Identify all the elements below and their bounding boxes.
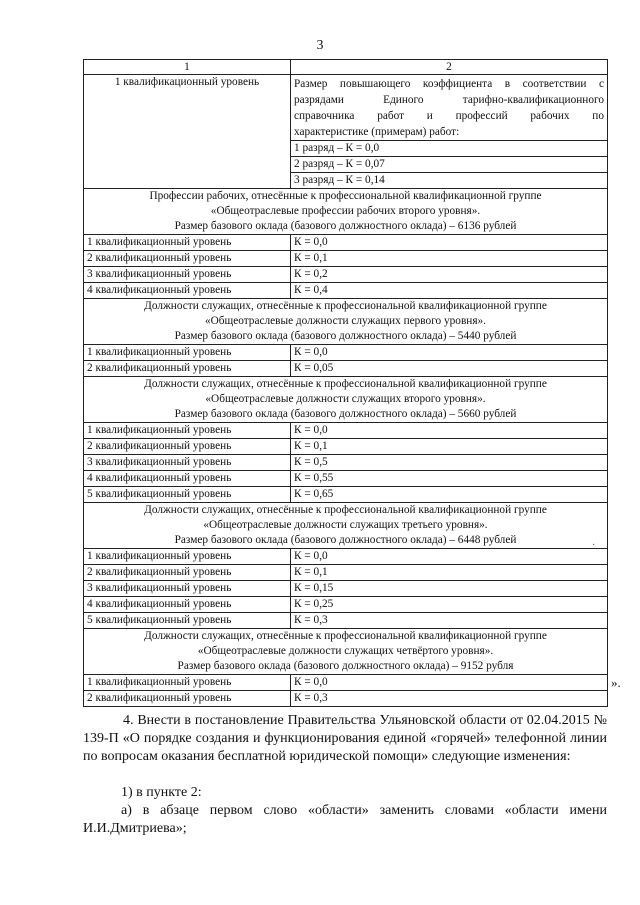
group-salary: Размер базового оклада (базового должностного оклада) – 5660 рублей xyxy=(174,408,517,420)
group-title1: Должности служащих, отнесённые к профессиональной квалификационной группе xyxy=(144,378,547,390)
coefficient: К = 0,3 xyxy=(291,613,608,629)
group-title2: «Общеотраслевые должности служащих четвёртого уровня». xyxy=(197,645,494,657)
group-salary: Размер базового оклада (базового должностного оклада) – 9152 рубля xyxy=(177,660,514,672)
qualification-level: 1 квалификационный уровень xyxy=(84,423,291,439)
group-salary: Размер базового оклада (базового должностного оклада) – 6136 рублей xyxy=(174,220,517,232)
column-header-1: 1 xyxy=(84,60,291,75)
qualification-level: 1 квалификационный уровень xyxy=(84,675,291,691)
coefficient: К = 0,05 xyxy=(291,361,608,377)
qualification-level: 4 квалификационный уровень xyxy=(84,283,291,299)
group-header xyxy=(84,299,608,345)
table-header-row xyxy=(84,60,608,75)
group-header xyxy=(84,189,608,235)
group-title1: Должности служащих, отнесённые к профессиональной квалификационной группе xyxy=(144,630,547,642)
salary-coefficient-table xyxy=(83,59,608,707)
table-row xyxy=(84,487,608,503)
coefficient: К = 0,5 xyxy=(291,455,608,471)
qualification-level: 1 квалификационный уровень xyxy=(84,345,291,361)
group-header xyxy=(84,503,608,549)
table-row xyxy=(84,691,608,707)
qualification-level: 2 квалификационный уровень xyxy=(84,361,291,377)
group-title1: Должности служащих, отнесённые к профессиональной квалификационной группе xyxy=(144,504,547,516)
qualification-level: 2 квалификационный уровень xyxy=(84,565,291,581)
qualification-level: 3 квалификационный уровень xyxy=(84,267,291,283)
qualification-level: 2 квалификационный уровень xyxy=(84,439,291,455)
item-1a: а) в абзаце первом слово «области» заменить словами «области имени И.И.Дмитриева»; xyxy=(83,803,607,836)
qualification-level: 3 квалификационный уровень xyxy=(84,455,291,471)
table-row xyxy=(84,251,608,267)
table-row xyxy=(84,613,608,629)
coefficient: К = 0,0 xyxy=(291,423,608,439)
group-header-row xyxy=(84,189,608,235)
grade-1: 1 разряд – К = 0,0 xyxy=(291,141,608,157)
table-row xyxy=(84,439,608,455)
level1-description-line: справочника работ и профессий рабочих по xyxy=(294,110,604,122)
group-header-row xyxy=(84,299,608,345)
qualification-level: 1 квалификационный уровень xyxy=(84,549,291,565)
coefficient: К = 0,0 xyxy=(291,675,608,691)
table-row xyxy=(84,581,608,597)
column-header-2: 2 xyxy=(291,60,608,75)
paragraph-4: 4. Внести в постановление Правительства Ульяновской области от 02.04.2015 № 139-П «О порядке создания и функционирования единой «горячей» телефонной линии по вопросам оказания бесплатной юридической помощи» следующие изменения: xyxy=(83,713,607,764)
table-row xyxy=(84,235,608,251)
table-row xyxy=(84,675,608,691)
group-header-row xyxy=(84,629,608,675)
scan-dot: · xyxy=(592,540,596,551)
group-title2: «Общеотраслевые профессии рабочих второго уровня». xyxy=(210,205,481,217)
grade-3: 3 разряд – К = 0,14 xyxy=(291,173,608,189)
group-header-row xyxy=(84,503,608,549)
qualification-level: 5 квалификационный уровень xyxy=(84,487,291,503)
group-header-row xyxy=(84,377,608,423)
group-header xyxy=(84,629,608,675)
table-row xyxy=(84,597,608,613)
level1-label: 1 квалификационный уровень xyxy=(84,75,291,189)
table-row xyxy=(84,267,608,283)
item-1: 1) в пункте 2: xyxy=(121,785,202,800)
qualification-level: 1 квалификационный уровень xyxy=(84,235,291,251)
coefficient: К = 0,0 xyxy=(291,345,608,361)
table-row xyxy=(84,471,608,487)
group-title1: Профессии рабочих, отнесённые к профессиональной квалификационной группе xyxy=(149,190,542,202)
qualification-level: 4 квалификационный уровень xyxy=(84,471,291,487)
group-salary: Размер базового оклада (базового должностного оклада) – 6448 рублей xyxy=(174,534,517,546)
table-row xyxy=(84,549,608,565)
table-row xyxy=(84,345,608,361)
qualification-level: 5 квалификационный уровень xyxy=(84,613,291,629)
group-header xyxy=(84,377,608,423)
coefficient: К = 0,1 xyxy=(291,565,608,581)
coefficient: К = 0,4 xyxy=(291,283,608,299)
page-number: 3 xyxy=(316,38,324,53)
group-title2: «Общеотраслевые должности служащих второго уровня». xyxy=(205,393,486,405)
table-row xyxy=(84,361,608,377)
coefficient: К = 0,65 xyxy=(291,487,608,503)
grade-2: 2 разряд – К = 0,07 xyxy=(291,157,608,173)
coefficient: К = 0,15 xyxy=(291,581,608,597)
group-title2: «Общеотраслевые должности служащих третьего уровня». xyxy=(203,519,488,531)
level1-description-line: Размер повышающего коэффициента в соответствии с xyxy=(294,78,604,90)
table-row xyxy=(84,565,608,581)
qualification-level: 2 квалификационный уровень xyxy=(84,251,291,267)
qualification-level: 3 квалификационный уровень xyxy=(84,581,291,597)
table-row xyxy=(84,423,608,439)
qualification-level: 2 квалификационный уровень xyxy=(84,691,291,707)
level1-description-line: характеристике (примерам) работ: xyxy=(294,126,460,138)
coefficient: К = 0,2 xyxy=(291,267,608,283)
level1-row xyxy=(84,75,608,141)
coefficient: К = 0,1 xyxy=(291,251,608,267)
coefficient: К = 0,3 xyxy=(291,691,608,707)
coefficient: К = 0,25 xyxy=(291,597,608,613)
coefficient: К = 0,0 xyxy=(291,549,608,565)
level1-description xyxy=(291,75,608,141)
qualification-level: 4 квалификационный уровень xyxy=(84,597,291,613)
closing-quote: ». xyxy=(611,675,621,690)
group-title2: «Общеотраслевые должности служащих первого уровня». xyxy=(204,315,487,327)
table-row xyxy=(84,455,608,471)
group-salary: Размер базового оклада (базового должностного оклада) – 5440 рублей xyxy=(174,330,517,342)
level1-description-line: разрядами Единого тарифно-квалификационного xyxy=(294,94,604,106)
group-title1: Должности служащих, отнесённые к профессиональной квалификационной группе xyxy=(144,300,547,312)
coefficient: К = 0,55 xyxy=(291,471,608,487)
table-row xyxy=(84,283,608,299)
coefficient: К = 0,1 xyxy=(291,439,608,455)
coefficient: К = 0,0 xyxy=(291,235,608,251)
